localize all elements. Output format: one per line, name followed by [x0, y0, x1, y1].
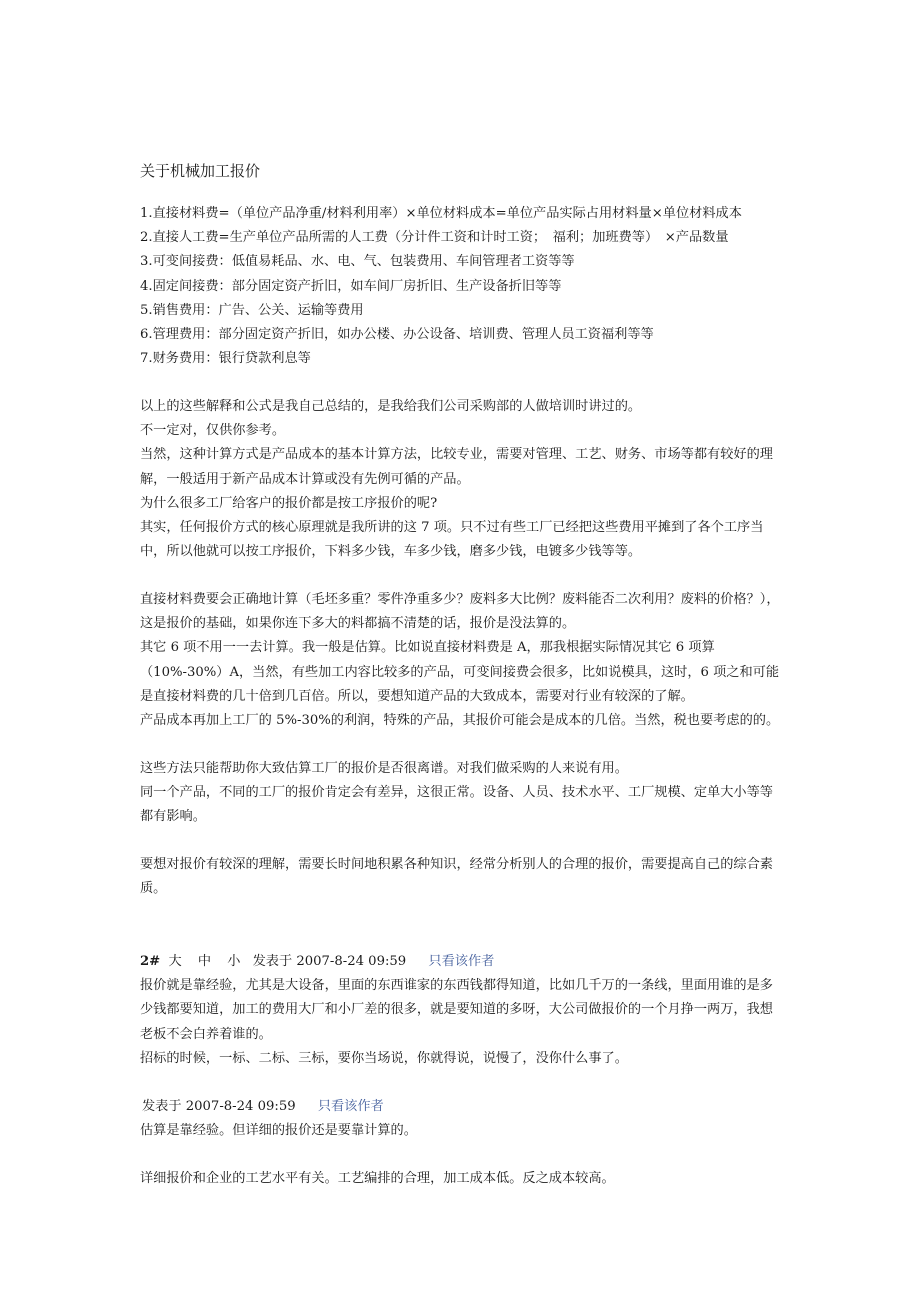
post-line: 估算是靠经验。但详细的报价还是要靠计算的。 — [140, 1123, 417, 1139]
paragraph: 当然，这种计算方式是产品成本的基本计算方法，比较专业，需要对管理、工艺、财务、市场等都有较好的理解，一般适用于新产品成本计算或没有先例可循的产品。 — [140, 447, 773, 487]
post-header — [140, 950, 785, 974]
author-only-link[interactable]: 只看该作者 — [317, 1099, 384, 1114]
cost-item: 7.财务费用：银行贷款利息等 — [140, 351, 311, 367]
paragraph: 同一个产品，不同的工厂的报价肯定会有差异，这很正常。设备、人员、技术水平、工厂规模、定单大小等等都有影响。 — [140, 785, 773, 825]
reply-post-3 — [140, 1095, 785, 1143]
post-timestamp: 发表于 2007-8-24 09:59 — [252, 954, 407, 969]
cost-item: 3.可变间接费：低值易耗品、水、电、气、包装费用、车间管理者工资等等 — [140, 254, 575, 270]
author-only-link[interactable]: 只看该作者 — [428, 954, 495, 969]
cost-item: 1.直接材料费=（单位产品净重/材料利用率）×单位材料成本=单位产品实际占用材料量×单位材料成本 — [140, 206, 742, 221]
font-size-switch[interactable]: 大 中 小 — [168, 954, 247, 969]
cost-item: 5.销售费用：广告、公关、运输等费用 — [140, 302, 364, 318]
post-header — [140, 1095, 785, 1119]
cost-item: 6.管理费用：部分固定资产折旧，如办公楼、办公设备、培训费、管理人员工资福利等等 — [140, 327, 654, 343]
paragraph: 直接材料费要会正确地计算（毛坯多重？零件净重多少？废料多大比例？废料能否二次利用？废料的价格？），这是报价的基础，如果你连下多大的料都搞不清楚的话，报价是没法算的。 — [140, 592, 780, 632]
reply-post-2 — [140, 950, 785, 1071]
page-title: 关于机械加工报价 — [140, 162, 261, 180]
post-line: 详细报价和企业的工艺水平有关。工艺编排的合理，加工成本低。反之成本较高。 — [140, 1171, 615, 1186]
paragraph: 要想对报价有较深的理解，需要长时间地积累各种知识，经常分析别人的合理的报价，需要提高自己的综合素质。 — [140, 857, 773, 897]
paragraph: 不一定对，仅供你参考。 — [140, 423, 286, 439]
paragraph: 这些方法只能帮助你大致估算工厂的报价是否很离谱。对我们做采购的人来说有用。 — [140, 761, 628, 776]
floor-number: 2# — [140, 954, 161, 969]
paragraph: 以上的这些解释和公式是我自己总结的，是我给我们公司采购部的人做培训时讲过的。 — [140, 399, 642, 414]
estimation-section — [140, 757, 785, 830]
material-cost-section — [140, 588, 785, 733]
paragraph: 其它 6 项不用一一去计算。我一般是估算。比如说直接材料费是 A，那我根据实际情况其它 6 项算（10%-30%）A，当然，有些加工内容比较多的产品，可变间接费会很多，比如说模具，这时，6 项之和可能是直接材料费的几十倍到几百倍。所以，要想知道产品的大致成本，需要对行业有较深的了解。 — [140, 640, 780, 704]
conclusion-section — [140, 853, 785, 901]
post-line: 报价就是靠经验，尤其是大设备，里面的东西谁家的东西钱都得知道，比如几千万的一条线，里面用谁的是多少钱都要知道，加工的费用大厂和小厂差的很多，就是要知道的多呀，大公司做报价的一个月挣一两万，我想老板不会白养着谁的。 — [140, 978, 773, 1042]
cost-item: 2.直接人工费=生产单位产品所需的人工费（分计件工资和计时工资； 福利；加班费等） ×产品数量 — [140, 230, 729, 246]
reply-extra — [140, 1167, 785, 1191]
cost-item-list — [140, 202, 785, 371]
explanation-section — [140, 395, 785, 564]
cost-item: 4.固定间接费：部分固定资产折旧，如车间厂房折旧、生产设备折旧等等 — [140, 278, 562, 294]
post-line: 招标的时候，一标、二标、三标，要你当场说，你就得说，说慢了，没你什么事了。 — [140, 1050, 628, 1066]
paragraph: 为什么很多工厂给客户的报价都是按工序报价的呢? — [140, 495, 438, 511]
paragraph: 其实，任何报价方式的核心原理就是我所讲的这 7 项。只不过有些工厂已经把这些费用平摊到了各个工序当中，所以他就可以按工序报价，下料多少钱，车多少钱，磨多少钱，电镀多少钱等等。 — [140, 520, 764, 560]
paragraph: 产品成本再加上工厂的 5%-30%的利润，特殊的产品，其报价可能会是成本的几倍。当然，税也要考虑的的。 — [140, 713, 780, 729]
post-timestamp: 发表于 2007-8-24 09:59 — [142, 1099, 296, 1114]
